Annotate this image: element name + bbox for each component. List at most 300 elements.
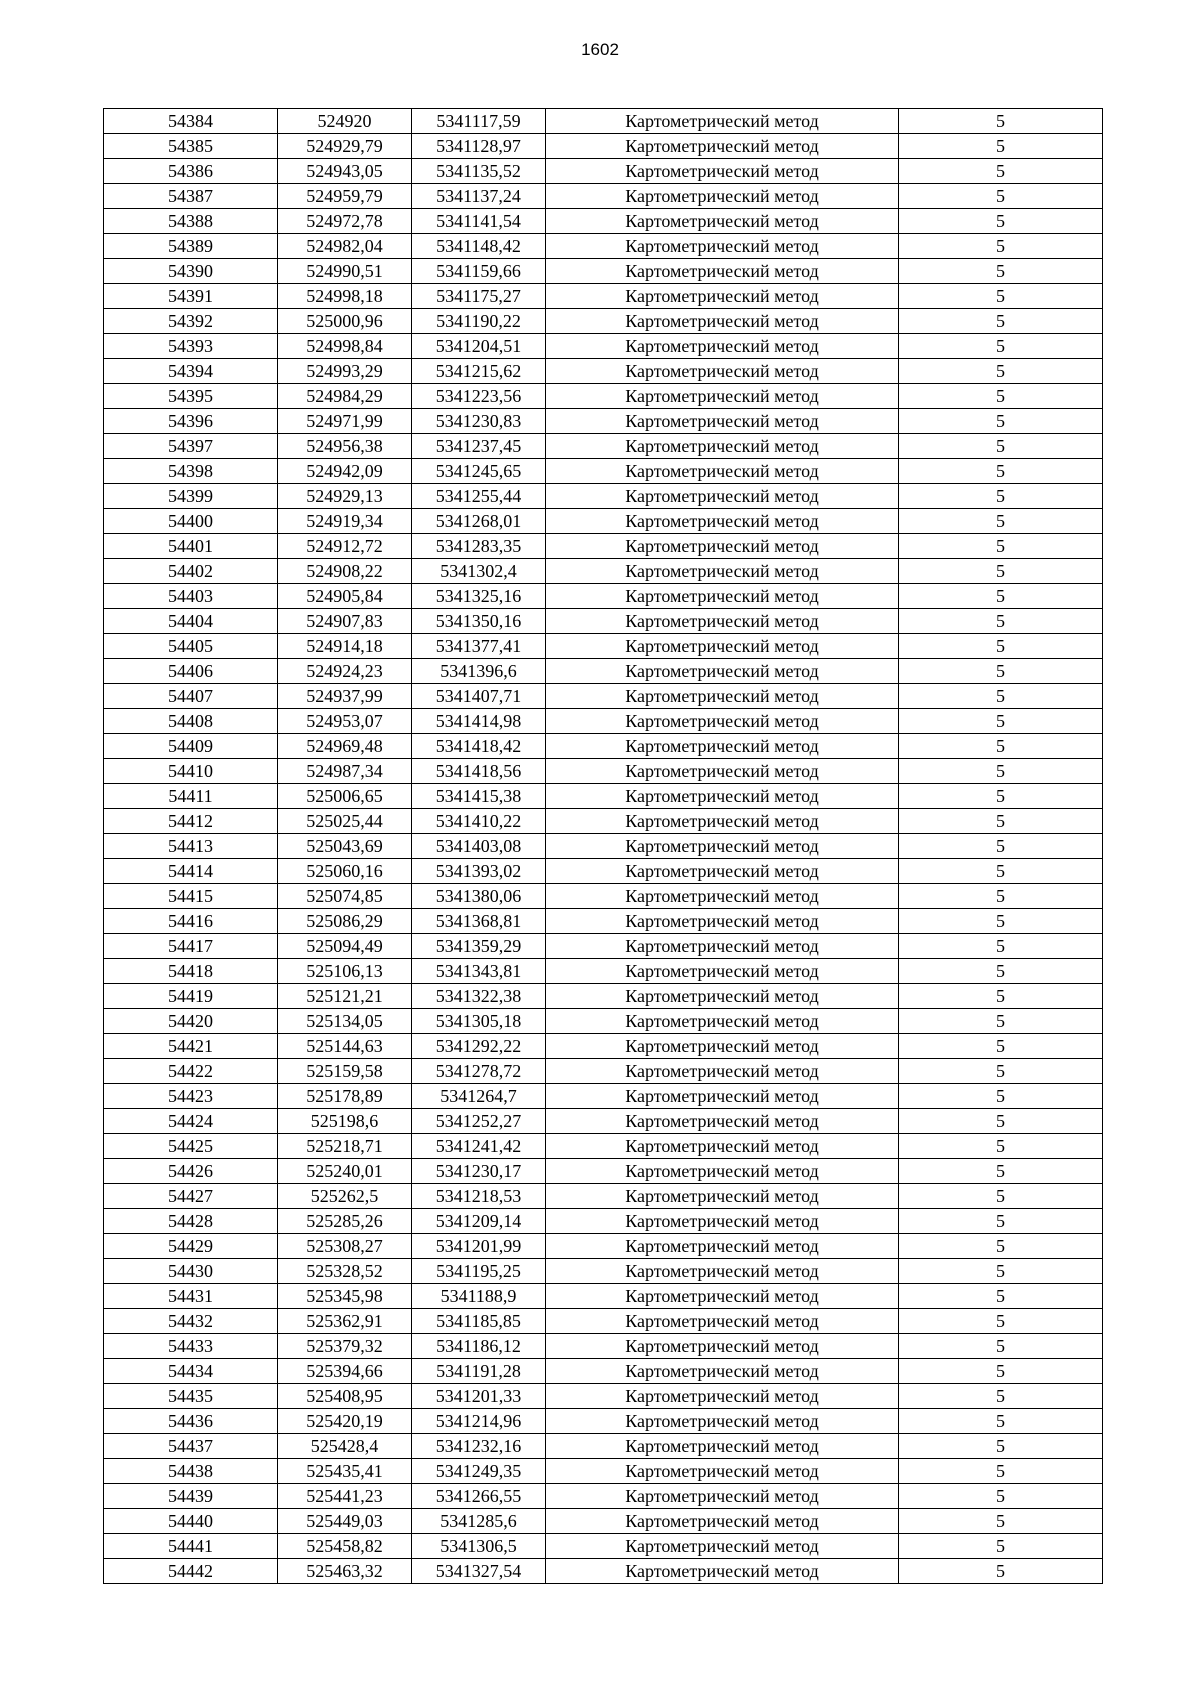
method-cell: Картометрический метод — [546, 659, 899, 684]
table-row — [104, 1359, 1103, 1384]
accuracy-cell: 5 — [899, 1259, 1103, 1284]
table-row — [104, 684, 1103, 709]
table-row — [104, 859, 1103, 884]
point-number-cell: 54440 — [104, 1509, 278, 1534]
accuracy-cell: 5 — [899, 609, 1103, 634]
accuracy-cell: 5 — [899, 534, 1103, 559]
y-coordinate-cell: 5341418,42 — [412, 734, 546, 759]
x-coordinate-cell: 525394,66 — [278, 1359, 412, 1384]
point-number-cell: 54432 — [104, 1309, 278, 1334]
method-cell: Картометрический метод — [546, 984, 899, 1009]
y-coordinate-cell: 5341214,96 — [412, 1409, 546, 1434]
method-cell: Картометрический метод — [546, 159, 899, 184]
method-cell: Картометрический метод — [546, 734, 899, 759]
point-number-cell: 54386 — [104, 159, 278, 184]
coordinates-table — [103, 108, 1103, 1584]
y-coordinate-cell: 5341237,45 — [412, 434, 546, 459]
y-coordinate-cell: 5341249,35 — [412, 1459, 546, 1484]
method-cell: Картометрический метод — [546, 1484, 899, 1509]
x-coordinate-cell: 525025,44 — [278, 809, 412, 834]
y-coordinate-cell: 5341322,38 — [412, 984, 546, 1009]
y-coordinate-cell: 5341241,42 — [412, 1134, 546, 1159]
method-cell: Картометрический метод — [546, 1359, 899, 1384]
y-coordinate-cell: 5341325,16 — [412, 584, 546, 609]
method-cell: Картометрический метод — [546, 1309, 899, 1334]
accuracy-cell: 5 — [899, 234, 1103, 259]
table-row — [104, 834, 1103, 859]
table-row — [104, 234, 1103, 259]
x-coordinate-cell: 525420,19 — [278, 1409, 412, 1434]
y-coordinate-cell: 5341137,24 — [412, 184, 546, 209]
y-coordinate-cell: 5341377,41 — [412, 634, 546, 659]
point-number-cell: 54423 — [104, 1084, 278, 1109]
y-coordinate-cell: 5341255,44 — [412, 484, 546, 509]
method-cell: Картометрический метод — [546, 134, 899, 159]
method-cell: Картометрический метод — [546, 309, 899, 334]
x-coordinate-cell: 525379,32 — [278, 1334, 412, 1359]
table-row — [104, 984, 1103, 1009]
y-coordinate-cell: 5341117,59 — [412, 109, 546, 134]
y-coordinate-cell: 5341230,17 — [412, 1159, 546, 1184]
accuracy-cell: 5 — [899, 1334, 1103, 1359]
point-number-cell: 54410 — [104, 759, 278, 784]
accuracy-cell: 5 — [899, 334, 1103, 359]
table-row — [104, 484, 1103, 509]
x-coordinate-cell: 524908,22 — [278, 559, 412, 584]
y-coordinate-cell: 5341264,7 — [412, 1084, 546, 1109]
point-number-cell: 54411 — [104, 784, 278, 809]
x-coordinate-cell: 525308,27 — [278, 1234, 412, 1259]
method-cell: Картометрический метод — [546, 1459, 899, 1484]
x-coordinate-cell: 525362,91 — [278, 1309, 412, 1334]
x-coordinate-cell: 525435,41 — [278, 1459, 412, 1484]
y-coordinate-cell: 5341407,71 — [412, 684, 546, 709]
point-number-cell: 54384 — [104, 109, 278, 134]
method-cell: Картометрический метод — [546, 884, 899, 909]
method-cell: Картометрический метод — [546, 359, 899, 384]
point-number-cell: 54387 — [104, 184, 278, 209]
accuracy-cell: 5 — [899, 359, 1103, 384]
y-coordinate-cell: 5341215,62 — [412, 359, 546, 384]
x-coordinate-cell: 524998,18 — [278, 284, 412, 309]
x-coordinate-cell: 525198,6 — [278, 1109, 412, 1134]
accuracy-cell: 5 — [899, 1534, 1103, 1559]
table-row — [104, 1559, 1103, 1584]
y-coordinate-cell: 5341252,27 — [412, 1109, 546, 1134]
table-row — [104, 1234, 1103, 1259]
y-coordinate-cell: 5341414,98 — [412, 709, 546, 734]
y-coordinate-cell: 5341306,5 — [412, 1534, 546, 1559]
point-number-cell: 54390 — [104, 259, 278, 284]
point-number-cell: 54403 — [104, 584, 278, 609]
table-row — [104, 284, 1103, 309]
accuracy-cell: 5 — [899, 409, 1103, 434]
method-cell: Картометрический метод — [546, 934, 899, 959]
table-row — [104, 809, 1103, 834]
table-row — [104, 384, 1103, 409]
method-cell: Картометрический метод — [546, 684, 899, 709]
y-coordinate-cell: 5341418,56 — [412, 759, 546, 784]
x-coordinate-cell: 525074,85 — [278, 884, 412, 909]
x-coordinate-cell: 525328,52 — [278, 1259, 412, 1284]
x-coordinate-cell: 525458,82 — [278, 1534, 412, 1559]
accuracy-cell: 5 — [899, 1284, 1103, 1309]
table-row — [104, 534, 1103, 559]
accuracy-cell: 5 — [899, 1359, 1103, 1384]
accuracy-cell: 5 — [899, 809, 1103, 834]
point-number-cell: 54441 — [104, 1534, 278, 1559]
method-cell: Картометрический метод — [546, 284, 899, 309]
point-number-cell: 54393 — [104, 334, 278, 359]
point-number-cell: 54438 — [104, 1459, 278, 1484]
table-row — [104, 509, 1103, 534]
x-coordinate-cell: 524905,84 — [278, 584, 412, 609]
y-coordinate-cell: 5341148,42 — [412, 234, 546, 259]
method-cell: Картометрический метод — [546, 859, 899, 884]
y-coordinate-cell: 5341195,25 — [412, 1259, 546, 1284]
x-coordinate-cell: 525428,4 — [278, 1434, 412, 1459]
table-row — [104, 759, 1103, 784]
x-coordinate-cell: 524919,34 — [278, 509, 412, 534]
accuracy-cell: 5 — [899, 1459, 1103, 1484]
accuracy-cell: 5 — [899, 209, 1103, 234]
table-row — [104, 1459, 1103, 1484]
method-cell: Картометрический метод — [546, 609, 899, 634]
x-coordinate-cell: 525345,98 — [278, 1284, 412, 1309]
y-coordinate-cell: 5341278,72 — [412, 1059, 546, 1084]
x-coordinate-cell: 525060,16 — [278, 859, 412, 884]
point-number-cell: 54424 — [104, 1109, 278, 1134]
point-number-cell: 54404 — [104, 609, 278, 634]
y-coordinate-cell: 5341175,27 — [412, 284, 546, 309]
method-cell: Картометрический метод — [546, 1059, 899, 1084]
table-row — [104, 184, 1103, 209]
point-number-cell: 54429 — [104, 1234, 278, 1259]
y-coordinate-cell: 5341218,53 — [412, 1184, 546, 1209]
x-coordinate-cell: 524929,13 — [278, 484, 412, 509]
table-row — [104, 1009, 1103, 1034]
point-number-cell: 54420 — [104, 1009, 278, 1034]
point-number-cell: 54439 — [104, 1484, 278, 1509]
method-cell: Картометрический метод — [546, 1184, 899, 1209]
point-number-cell: 54418 — [104, 959, 278, 984]
accuracy-cell: 5 — [899, 434, 1103, 459]
table-row — [104, 1209, 1103, 1234]
point-number-cell: 54416 — [104, 909, 278, 934]
y-coordinate-cell: 5341393,02 — [412, 859, 546, 884]
table-row — [104, 1334, 1103, 1359]
table-row — [104, 209, 1103, 234]
accuracy-cell: 5 — [899, 1184, 1103, 1209]
y-coordinate-cell: 5341135,52 — [412, 159, 546, 184]
table-row — [104, 159, 1103, 184]
accuracy-cell: 5 — [899, 584, 1103, 609]
accuracy-cell: 5 — [899, 1159, 1103, 1184]
y-coordinate-cell: 5341201,99 — [412, 1234, 546, 1259]
point-number-cell: 54419 — [104, 984, 278, 1009]
method-cell: Картометрический метод — [546, 1159, 899, 1184]
table-row — [104, 309, 1103, 334]
table-row — [104, 784, 1103, 809]
point-number-cell: 54435 — [104, 1384, 278, 1409]
x-coordinate-cell: 524929,79 — [278, 134, 412, 159]
x-coordinate-cell: 525000,96 — [278, 309, 412, 334]
x-coordinate-cell: 524972,78 — [278, 209, 412, 234]
table-row — [104, 1384, 1103, 1409]
x-coordinate-cell: 524987,34 — [278, 759, 412, 784]
y-coordinate-cell: 5341350,16 — [412, 609, 546, 634]
x-coordinate-cell: 524969,48 — [278, 734, 412, 759]
point-number-cell: 54409 — [104, 734, 278, 759]
x-coordinate-cell: 525134,05 — [278, 1009, 412, 1034]
table-row — [104, 559, 1103, 584]
point-number-cell: 54407 — [104, 684, 278, 709]
method-cell: Картометрический метод — [546, 384, 899, 409]
method-cell: Картометрический метод — [546, 1009, 899, 1034]
method-cell: Картометрический метод — [546, 909, 899, 934]
method-cell: Картометрический метод — [546, 234, 899, 259]
method-cell: Картометрический метод — [546, 1034, 899, 1059]
accuracy-cell: 5 — [899, 709, 1103, 734]
method-cell: Картометрический метод — [546, 809, 899, 834]
table-row — [104, 584, 1103, 609]
method-cell: Картометрический метод — [546, 334, 899, 359]
x-coordinate-cell: 524924,23 — [278, 659, 412, 684]
accuracy-cell: 5 — [899, 109, 1103, 134]
method-cell: Картометрический метод — [546, 759, 899, 784]
point-number-cell: 54413 — [104, 834, 278, 859]
table-row — [104, 1184, 1103, 1209]
x-coordinate-cell: 525086,29 — [278, 909, 412, 934]
accuracy-cell: 5 — [899, 1009, 1103, 1034]
y-coordinate-cell: 5341191,28 — [412, 1359, 546, 1384]
accuracy-cell: 5 — [899, 834, 1103, 859]
y-coordinate-cell: 5341223,56 — [412, 384, 546, 409]
table-row — [104, 434, 1103, 459]
method-cell: Картометрический метод — [546, 409, 899, 434]
point-number-cell: 54402 — [104, 559, 278, 584]
accuracy-cell: 5 — [899, 159, 1103, 184]
y-coordinate-cell: 5341201,33 — [412, 1384, 546, 1409]
method-cell: Картометрический метод — [546, 1559, 899, 1584]
point-number-cell: 54422 — [104, 1059, 278, 1084]
y-coordinate-cell: 5341380,06 — [412, 884, 546, 909]
x-coordinate-cell: 524959,79 — [278, 184, 412, 209]
table-row — [104, 659, 1103, 684]
table-row — [104, 909, 1103, 934]
y-coordinate-cell: 5341266,55 — [412, 1484, 546, 1509]
method-cell: Картометрический метод — [546, 834, 899, 859]
y-coordinate-cell: 5341128,97 — [412, 134, 546, 159]
y-coordinate-cell: 5341283,35 — [412, 534, 546, 559]
table-row — [104, 359, 1103, 384]
accuracy-cell: 5 — [899, 1409, 1103, 1434]
accuracy-cell: 5 — [899, 1084, 1103, 1109]
accuracy-cell: 5 — [899, 684, 1103, 709]
y-coordinate-cell: 5341186,12 — [412, 1334, 546, 1359]
point-number-cell: 54426 — [104, 1159, 278, 1184]
table-row — [104, 409, 1103, 434]
accuracy-cell: 5 — [899, 1484, 1103, 1509]
accuracy-cell: 5 — [899, 734, 1103, 759]
method-cell: Картометрический метод — [546, 1534, 899, 1559]
accuracy-cell: 5 — [899, 1434, 1103, 1459]
y-coordinate-cell: 5341232,16 — [412, 1434, 546, 1459]
point-number-cell: 54385 — [104, 134, 278, 159]
x-coordinate-cell: 524907,83 — [278, 609, 412, 634]
method-cell: Картометрический метод — [546, 1334, 899, 1359]
x-coordinate-cell: 525218,71 — [278, 1134, 412, 1159]
accuracy-cell: 5 — [899, 1059, 1103, 1084]
y-coordinate-cell: 5341292,22 — [412, 1034, 546, 1059]
x-coordinate-cell: 524943,05 — [278, 159, 412, 184]
method-cell: Картометрический метод — [546, 1509, 899, 1534]
table-row — [104, 1134, 1103, 1159]
method-cell: Картометрический метод — [546, 1284, 899, 1309]
x-coordinate-cell: 524993,29 — [278, 359, 412, 384]
table-row — [104, 1084, 1103, 1109]
table-row — [104, 459, 1103, 484]
point-number-cell: 54395 — [104, 384, 278, 409]
method-cell: Картометрический метод — [546, 1134, 899, 1159]
method-cell: Картометрический метод — [546, 584, 899, 609]
point-number-cell: 54433 — [104, 1334, 278, 1359]
y-coordinate-cell: 5341185,85 — [412, 1309, 546, 1334]
accuracy-cell: 5 — [899, 259, 1103, 284]
point-number-cell: 54421 — [104, 1034, 278, 1059]
x-coordinate-cell: 524937,99 — [278, 684, 412, 709]
page-number: 1602 — [581, 40, 619, 59]
table-row — [104, 1484, 1103, 1509]
accuracy-cell: 5 — [899, 959, 1103, 984]
accuracy-cell: 5 — [899, 309, 1103, 334]
x-coordinate-cell: 525449,03 — [278, 1509, 412, 1534]
x-coordinate-cell: 524914,18 — [278, 634, 412, 659]
y-coordinate-cell: 5341204,51 — [412, 334, 546, 359]
accuracy-cell: 5 — [899, 1209, 1103, 1234]
x-coordinate-cell: 525441,23 — [278, 1484, 412, 1509]
point-number-cell: 54442 — [104, 1559, 278, 1584]
x-coordinate-cell: 524998,84 — [278, 334, 412, 359]
table-row — [104, 1034, 1103, 1059]
method-cell: Картометрический метод — [546, 1234, 899, 1259]
method-cell: Картометрический метод — [546, 634, 899, 659]
x-coordinate-cell: 524953,07 — [278, 709, 412, 734]
x-coordinate-cell: 525240,01 — [278, 1159, 412, 1184]
accuracy-cell: 5 — [899, 884, 1103, 909]
point-number-cell: 54399 — [104, 484, 278, 509]
point-number-cell: 54398 — [104, 459, 278, 484]
table-row — [104, 884, 1103, 909]
y-coordinate-cell: 5341230,83 — [412, 409, 546, 434]
x-coordinate-cell: 525408,95 — [278, 1384, 412, 1409]
method-cell: Картометрический метод — [546, 1384, 899, 1409]
y-coordinate-cell: 5341359,29 — [412, 934, 546, 959]
y-coordinate-cell: 5341190,22 — [412, 309, 546, 334]
table-row — [104, 109, 1103, 134]
point-number-cell: 54428 — [104, 1209, 278, 1234]
accuracy-cell: 5 — [899, 1559, 1103, 1584]
x-coordinate-cell: 524920 — [278, 109, 412, 134]
point-number-cell: 54417 — [104, 934, 278, 959]
x-coordinate-cell: 524971,99 — [278, 409, 412, 434]
point-number-cell: 54427 — [104, 1184, 278, 1209]
accuracy-cell: 5 — [899, 984, 1103, 1009]
accuracy-cell: 5 — [899, 759, 1103, 784]
accuracy-cell: 5 — [899, 1384, 1103, 1409]
accuracy-cell: 5 — [899, 184, 1103, 209]
x-coordinate-cell: 525159,58 — [278, 1059, 412, 1084]
y-coordinate-cell: 5341343,81 — [412, 959, 546, 984]
table-row — [104, 1109, 1103, 1134]
accuracy-cell: 5 — [899, 559, 1103, 584]
accuracy-cell: 5 — [899, 284, 1103, 309]
point-number-cell: 54437 — [104, 1434, 278, 1459]
y-coordinate-cell: 5341403,08 — [412, 834, 546, 859]
point-number-cell: 54391 — [104, 284, 278, 309]
accuracy-cell: 5 — [899, 384, 1103, 409]
method-cell: Картометрический метод — [546, 509, 899, 534]
method-cell: Картометрический метод — [546, 1209, 899, 1234]
point-number-cell: 54400 — [104, 509, 278, 534]
x-coordinate-cell: 525144,63 — [278, 1034, 412, 1059]
accuracy-cell: 5 — [899, 134, 1103, 159]
x-coordinate-cell: 525463,32 — [278, 1559, 412, 1584]
accuracy-cell: 5 — [899, 1109, 1103, 1134]
method-cell: Картометрический метод — [546, 1434, 899, 1459]
method-cell: Картометрический метод — [546, 534, 899, 559]
method-cell: Картометрический метод — [546, 434, 899, 459]
method-cell: Картометрический метод — [546, 184, 899, 209]
accuracy-cell: 5 — [899, 1034, 1103, 1059]
x-coordinate-cell: 525043,69 — [278, 834, 412, 859]
method-cell: Картометрический метод — [546, 959, 899, 984]
x-coordinate-cell: 524942,09 — [278, 459, 412, 484]
y-coordinate-cell: 5341327,54 — [412, 1559, 546, 1584]
table-row — [104, 1259, 1103, 1284]
accuracy-cell: 5 — [899, 1134, 1103, 1159]
accuracy-cell: 5 — [899, 784, 1103, 809]
method-cell: Картометрический метод — [546, 209, 899, 234]
method-cell: Картометрический метод — [546, 559, 899, 584]
x-coordinate-cell: 524982,04 — [278, 234, 412, 259]
y-coordinate-cell: 5341285,6 — [412, 1509, 546, 1534]
point-number-cell: 54394 — [104, 359, 278, 384]
table-row — [104, 1159, 1103, 1184]
accuracy-cell: 5 — [899, 1309, 1103, 1334]
point-number-cell: 54412 — [104, 809, 278, 834]
y-coordinate-cell: 5341302,4 — [412, 559, 546, 584]
point-number-cell: 54415 — [104, 884, 278, 909]
point-number-cell: 54431 — [104, 1284, 278, 1309]
table-row — [104, 734, 1103, 759]
accuracy-cell: 5 — [899, 909, 1103, 934]
table-row — [104, 1059, 1103, 1084]
method-cell: Картометрический метод — [546, 709, 899, 734]
x-coordinate-cell: 525178,89 — [278, 1084, 412, 1109]
table-row — [104, 634, 1103, 659]
table-row — [104, 1409, 1103, 1434]
accuracy-cell: 5 — [899, 634, 1103, 659]
point-number-cell: 54406 — [104, 659, 278, 684]
point-number-cell: 54425 — [104, 1134, 278, 1159]
point-number-cell: 54397 — [104, 434, 278, 459]
point-number-cell: 54392 — [104, 309, 278, 334]
table-body — [104, 109, 1103, 1584]
accuracy-cell: 5 — [899, 484, 1103, 509]
x-coordinate-cell: 524956,38 — [278, 434, 412, 459]
x-coordinate-cell: 524990,51 — [278, 259, 412, 284]
